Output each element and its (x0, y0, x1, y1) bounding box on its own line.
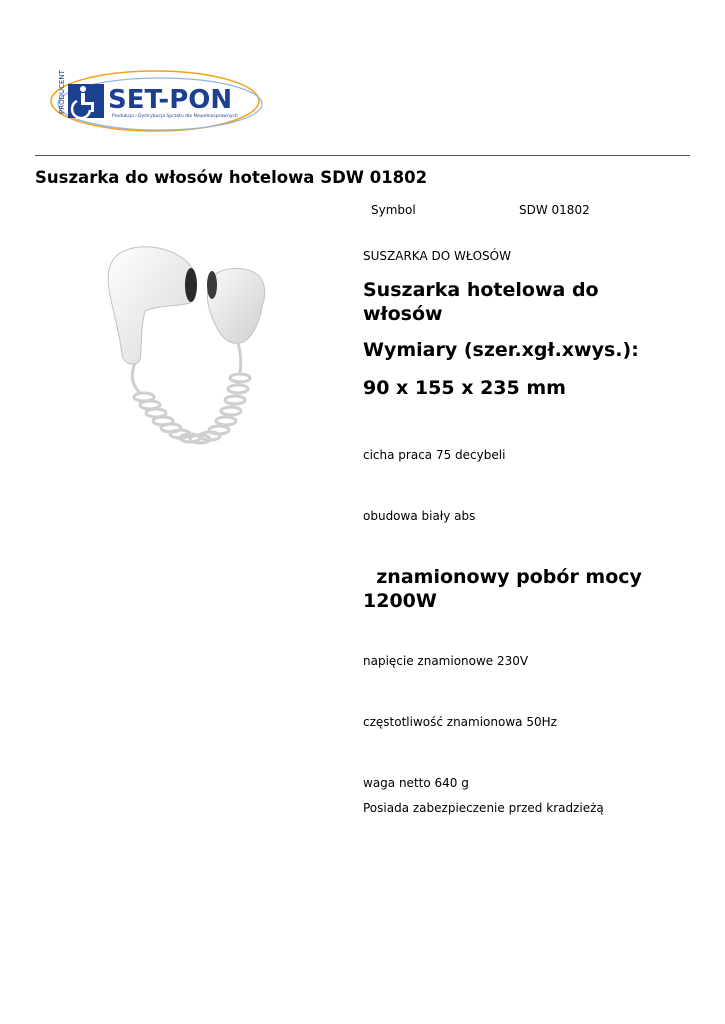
logo-brand-text: SET-PON (108, 85, 233, 115)
hair-dryer-illustration (40, 235, 330, 460)
header-divider (35, 155, 690, 156)
feature-housing: obudowa biały abs (363, 509, 476, 523)
spec-frequency: częstotliwość znamionowa 50Hz (363, 715, 557, 729)
category-label: SUSZARKA DO WŁOSÓW (363, 249, 511, 263)
symbol-label: Symbol (371, 203, 416, 217)
coiled-cord (132, 343, 250, 443)
dryer-nozzle (185, 268, 197, 302)
page-title: Suszarka do włosów hotelowa SDW 01802 (35, 168, 428, 187)
product-heading: Suszarka hotelowa do włosów (363, 279, 599, 325)
logo-side-text: PRODUCENT (58, 70, 66, 114)
symbol-value: SDW 01802 (519, 203, 590, 217)
product-description (363, 248, 683, 816)
spec-voltage: napięcie znamionowe 230V (363, 654, 529, 668)
spec-antitheft: Posiada zabezpieczenie przed kradzieżą (363, 801, 604, 815)
dryer-body (108, 247, 196, 364)
spec-weight: waga netto 640 g (363, 776, 469, 790)
feature-noise: cicha praca 75 decybeli (363, 448, 506, 462)
power-heading: znamionowy pobór mocy 1200W (363, 566, 649, 612)
dimensions-value: 90 x 155 x 235 mm (363, 377, 566, 399)
logo-tagline: Produkcja i Dystrybucja Sprzętu dla Niepełnosprawnych (112, 114, 238, 119)
logo-graphic (50, 68, 265, 134)
dimensions-label: Wymiary (szer.xgł.xwys.): (363, 339, 639, 361)
set-pon-logo (50, 68, 265, 134)
product-image (40, 235, 330, 460)
holder-opening (207, 271, 217, 299)
